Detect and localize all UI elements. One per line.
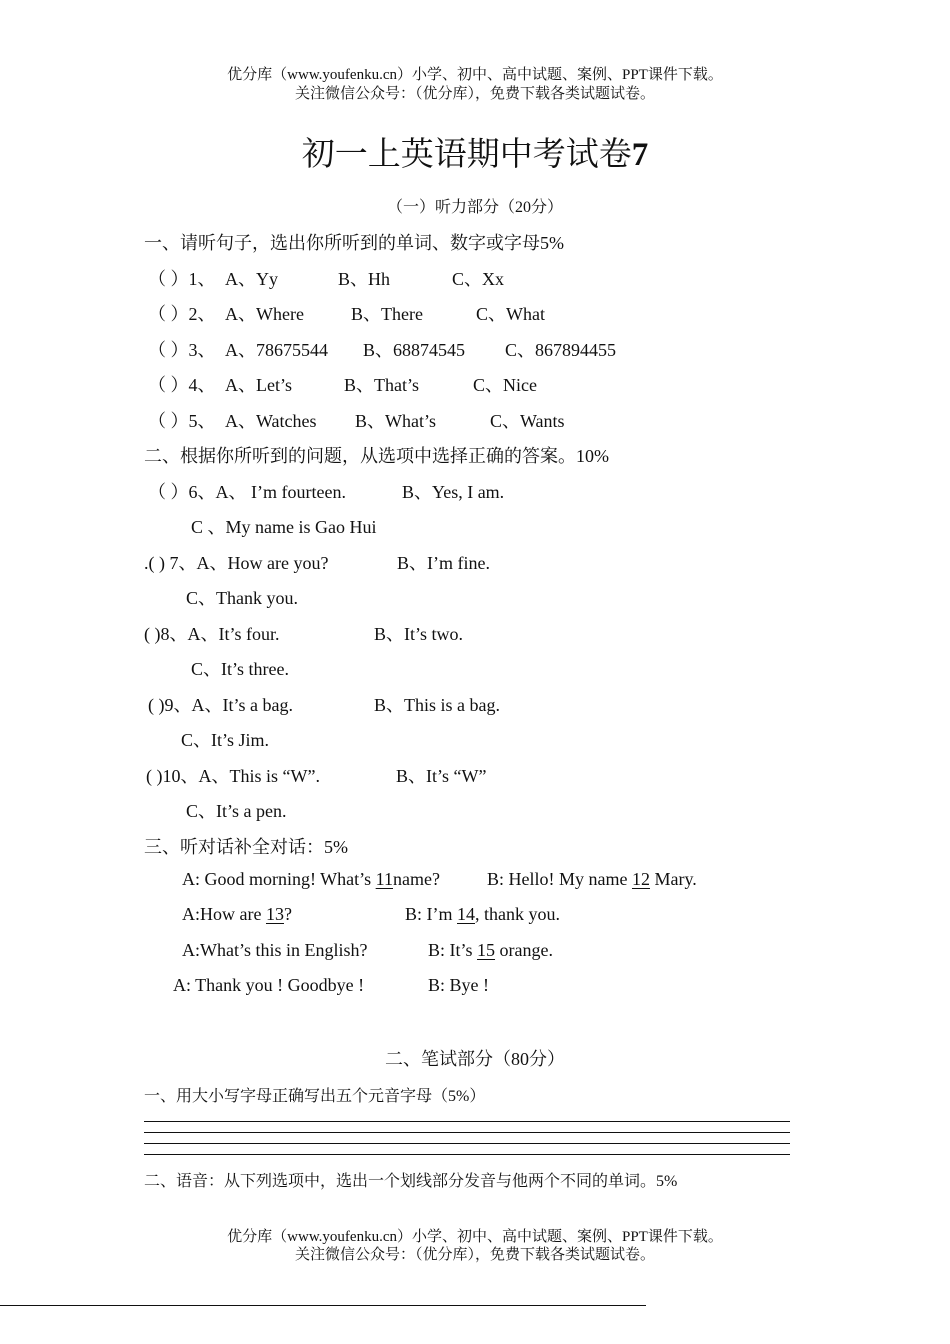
part2-heading: 二、根据你所听到的问题，从选项中选择正确的答案。10% bbox=[144, 446, 609, 466]
option-c: C、867894455 bbox=[505, 340, 617, 360]
option-a: A、78675544 bbox=[225, 340, 328, 360]
option-c: C、Xx bbox=[452, 269, 505, 289]
listening-heading: （一）听力部分（20分） bbox=[386, 199, 563, 216]
writing-line[interactable] bbox=[144, 1121, 790, 1122]
dialogue-text: Mary. bbox=[649, 869, 697, 889]
question-number: （ ）5、 bbox=[148, 411, 216, 431]
option-c: C、It’s Jim. bbox=[181, 730, 270, 750]
question-number: （ ）2、 bbox=[148, 304, 216, 324]
option-b: B、It’s two. bbox=[374, 624, 464, 644]
option-b: B、What’s bbox=[355, 411, 436, 431]
dialogue-line-4b: B: Bye ! bbox=[428, 975, 489, 995]
dialogue-text: B: It’s bbox=[428, 940, 478, 960]
option-b: B、Yes, I am. bbox=[402, 482, 505, 502]
option-a: A、Watches bbox=[225, 411, 317, 431]
page-bottom-divider bbox=[0, 1305, 646, 1306]
page-title bbox=[0, 128, 950, 175]
header-line-1: 优分库（www.youfenku.cn）小学、初中、高中试题、案例、PPT课件下载。 bbox=[227, 67, 723, 83]
answer-blank-11[interactable]: 11 bbox=[375, 869, 393, 889]
question-number: （ ）3、 bbox=[148, 340, 216, 360]
dialogue-text: A: Good morning! What’s bbox=[182, 869, 376, 889]
header-line-2: 关注微信公众号：（优分库），免费下载各类试题试卷。 bbox=[294, 86, 655, 102]
dialogue-text: B: I’m bbox=[405, 904, 457, 924]
option-c: C、It’s a pen. bbox=[186, 801, 287, 821]
title-text: 初一上英语期中考试卷 bbox=[301, 137, 632, 173]
dialogue-text: name? bbox=[393, 869, 440, 889]
writing-line[interactable] bbox=[144, 1154, 790, 1155]
dialogue-text: B: Hello! My name bbox=[487, 869, 632, 889]
option-c: C、What bbox=[476, 304, 545, 324]
option-b: B、68874545 bbox=[363, 340, 466, 360]
question-number: （ ）4、 bbox=[148, 375, 216, 395]
answer-blank-14[interactable]: 14 bbox=[457, 904, 475, 924]
option-a-line: ( )9、A、It’s a bag. bbox=[148, 695, 293, 715]
option-b: B、This is a bag. bbox=[374, 695, 500, 715]
option-c: C、Wants bbox=[490, 411, 565, 431]
dialogue-line-1a bbox=[182, 869, 440, 890]
dialogue-line-3b bbox=[428, 940, 553, 961]
option-b: B、Hh bbox=[338, 269, 391, 289]
dialogue-line-2a bbox=[182, 904, 292, 925]
option-c: C 、My name is Gao Hui bbox=[191, 517, 377, 537]
part3-heading: 三、听对话补全对话：5% bbox=[144, 837, 348, 857]
option-b: B、I’m fine. bbox=[397, 553, 490, 573]
title-number: 7 bbox=[631, 137, 649, 173]
option-a-line: ( )8、A、It’s four. bbox=[144, 624, 280, 644]
dialogue-text: ? bbox=[283, 904, 292, 924]
dialogue-line-4a: A: Thank you ! Goodbye ! bbox=[173, 975, 365, 995]
dialogue-text: A:How are bbox=[182, 904, 266, 924]
option-a: A、Yy bbox=[225, 269, 278, 289]
footer-line-1: 优分库（www.youfenku.cn）小学、初中、高中试题、案例、PPT课件下载。 bbox=[227, 1229, 723, 1245]
option-a: A、Let’s bbox=[225, 375, 292, 395]
written-heading: 二、笔试部分（80分） bbox=[385, 1049, 565, 1069]
dialogue-line-2b bbox=[405, 904, 560, 925]
writing-line[interactable] bbox=[144, 1132, 790, 1133]
option-a-line: （ ）6、A、 I’m fourteen. bbox=[148, 482, 346, 502]
option-b: B、It’s “W” bbox=[396, 766, 487, 786]
written-part2-heading: 二、语音：从下列选项中，选出一个划线部分发音与他两个不同的单词。5% bbox=[144, 1173, 678, 1190]
answer-blank-12[interactable]: 12 bbox=[631, 869, 650, 889]
answer-blank-15[interactable]: 15 bbox=[477, 940, 496, 960]
option-b: B、There bbox=[351, 304, 423, 324]
option-a-line: .( ) 7、A、How are you? bbox=[144, 553, 329, 573]
option-c: C、It’s three. bbox=[191, 659, 289, 679]
option-c: C、Nice bbox=[473, 375, 537, 395]
writing-line[interactable] bbox=[144, 1143, 790, 1144]
dialogue-line-1b bbox=[487, 869, 697, 890]
answer-blank-13[interactable]: 13 bbox=[265, 904, 284, 924]
footer-line-2: 关注微信公众号：（优分库），免费下载各类试题试卷。 bbox=[294, 1247, 655, 1263]
option-b: B、That’s bbox=[344, 375, 419, 395]
option-a: A、Where bbox=[225, 304, 304, 324]
dialogue-text: , thank you. bbox=[475, 904, 560, 924]
question-number: （ ）1、 bbox=[148, 269, 216, 289]
part1-heading: 一、请听句子，选出你所听到的单词、数字或字母5% bbox=[144, 233, 564, 253]
option-c: C、Thank you. bbox=[186, 588, 298, 608]
option-a-line: ( )10、A、This is “W”. bbox=[146, 766, 320, 786]
dialogue-line-3a: A:What’s this in English? bbox=[182, 940, 368, 960]
dialogue-text: orange. bbox=[495, 940, 553, 960]
written-part1-heading: 一、用大小写字母正确写出五个元音字母（5%） bbox=[144, 1088, 486, 1105]
